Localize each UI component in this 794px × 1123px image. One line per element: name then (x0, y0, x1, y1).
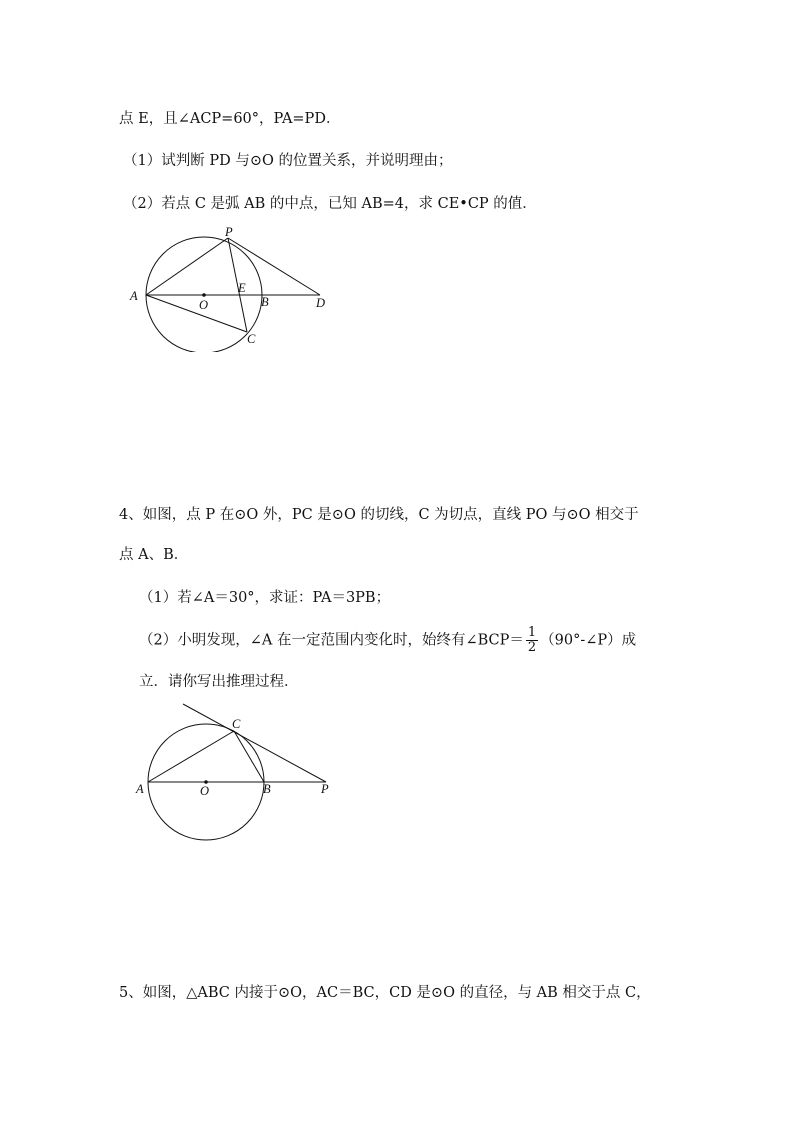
p3-continuation: 点 E，且∠ACP=60°，PA=PD． (119, 111, 341, 127)
p4-stem-line-1: 4、如图，点 P 在⊙O 外，PC 是⊙O 的切线，C 为切点，直线 PO 与⊙O 相交于 (119, 507, 639, 523)
p4-stem-line-2: 点 A、B． (119, 547, 189, 563)
p3-question-1: （1）试判断 PD 与⊙O 的位置关系，并说明理由； (123, 153, 453, 169)
fig2-line-AC (148, 731, 234, 782)
p5-stem-line-1: 5、如图，△ABC 内接于⊙O，AC＝BC，CD 是⊙O 的直径，与 AB 相交于点 C， (119, 985, 651, 1001)
figure-1 (125, 222, 340, 352)
fig2-label-B: B (263, 782, 271, 796)
fig1-label-D: D (316, 296, 326, 310)
fig2-tangent-line (183, 704, 326, 782)
figure-2 (130, 700, 340, 845)
fraction-denominator: 2 (527, 640, 537, 655)
p4-question-1: （1）若∠A＝30°，求证：PA＝3PB； (139, 590, 391, 606)
fig2-label-P: P (321, 782, 329, 796)
p3-question-2: （2）若点 C 是弧 AB 的中点，已知 AB=4，求 CE•CP 的值． (123, 196, 537, 212)
fig1-label-A: A (130, 289, 138, 303)
p4-question-2 (139, 626, 636, 655)
fig1-line-AC (146, 295, 247, 332)
fig2-line-CB (234, 731, 264, 782)
fig1-label-O: O (199, 298, 209, 312)
fig1-label-C: C (247, 332, 256, 346)
fig1-center-dot (202, 293, 206, 297)
p4-q2-suffix: （90°-∠P）成 (540, 632, 637, 649)
fig2-label-C: C (232, 717, 241, 731)
p4-question-2-continuation: 立．请你写出推理过程． (139, 674, 299, 690)
fig2-label-O: O (200, 784, 210, 798)
fig1-label-B: B (261, 295, 269, 309)
fig1-label-E: E (238, 281, 246, 295)
fraction-numerator: 1 (527, 625, 537, 640)
p4-q2-prefix: （2）小明发现，∠A 在一定范围内变化时，始终有∠BCP＝ (139, 632, 524, 649)
fig1-label-P: P (225, 225, 233, 239)
fig2-label-A: A (136, 782, 144, 796)
fraction-one-half (526, 626, 538, 655)
fig1-line-AP (146, 238, 228, 295)
